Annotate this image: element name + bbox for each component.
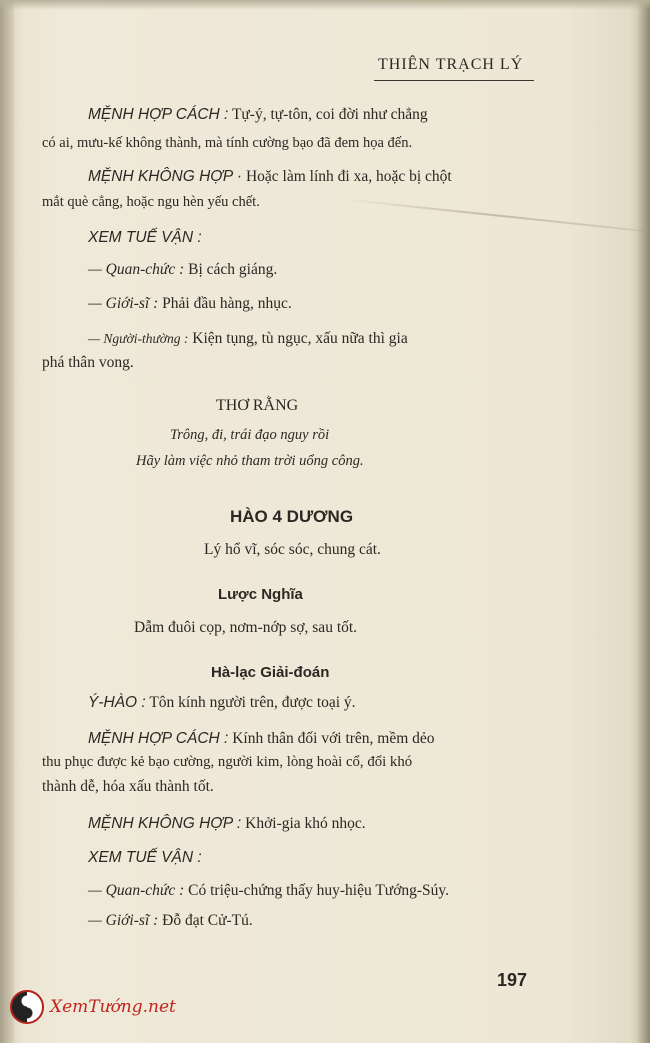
y-hao-text: Tôn kính người trên, được toại ý. — [149, 694, 356, 711]
y-hao-paragraph — [88, 694, 356, 712]
item-text: Bị cách giáng. — [188, 261, 278, 278]
menh-hop-cach-2-text: Kính thân đối với trên, mềm dẻo — [232, 730, 435, 747]
hao-text: Lý hổ vĩ, sóc sóc, chung cát. — [204, 541, 381, 558]
running-header: THIÊN TRẠCH LÝ — [378, 56, 524, 73]
xem-tue-van-item — [88, 330, 408, 348]
book-spine — [0, 0, 14, 1043]
xem-tue-van-heading: XEM TUẾ VẬN : — [88, 229, 202, 246]
item-text: Kiện tụng, tù ngục, xấu nữa thì gia — [192, 330, 408, 347]
menh-hop-cach-2-line3: thành dễ, hóa xấu thành tốt. — [42, 778, 214, 795]
item-label: — Quan-chức : — [88, 261, 185, 278]
menh-khong-hop-label: MỆNH KHÔNG HỢP · — [88, 168, 243, 185]
item-text: Có triệu-chứng thấy huy-hiệu Tướng-Súy. — [188, 882, 450, 899]
header-rule — [374, 80, 534, 81]
paper-crease — [340, 198, 649, 232]
menh-khong-hop-2-text: Khởi-gia khó nhọc. — [245, 815, 366, 832]
menh-hop-cach-label: MỆNH HỢP CÁCH : — [88, 106, 229, 123]
item-text: Đỗ đạt Cử-Tú. — [162, 912, 253, 929]
xem-tue-van-item — [88, 295, 292, 313]
menh-hop-cach-2-paragraph — [88, 730, 435, 748]
xem-tue-van-item — [88, 261, 277, 279]
item-label: — Người-thường : — [88, 331, 189, 346]
watermark-text: XemTướng.net — [50, 997, 176, 1017]
xem-tue-van-2-heading: XEM TUẾ VẬN : — [88, 849, 202, 866]
menh-hop-cach-paragraph — [88, 106, 428, 124]
menh-hop-cach-text: Tự-ý, tự-tôn, coi đời như chẳng — [231, 106, 428, 123]
item-label: — Giới-sĩ : — [88, 912, 159, 929]
xem-tue-van-item-line2: phá thân vong. — [42, 354, 134, 371]
item-label: — Giới-sĩ : — [88, 295, 159, 312]
item-text: Phải đầu hàng, nhục. — [162, 295, 292, 312]
page-number: 197 — [497, 970, 528, 990]
y-hao-label: Ý-HÀO : — [88, 694, 146, 711]
ha-lac-title: Hà-lạc Giải-đoán — [211, 664, 330, 681]
menh-khong-hop-2-label: MỆNH KHÔNG HỢP : — [88, 815, 242, 832]
item-label: — Quan-chức : — [88, 882, 185, 899]
watermark-logo[interactable] — [10, 990, 176, 1024]
menh-khong-hop-2-paragraph — [88, 815, 366, 833]
menh-khong-hop-line2: mắt què cẳng, hoặc ngu hèn yếu chết. — [42, 194, 260, 210]
menh-khong-hop-text: Hoặc làm lính đi xa, hoặc bị chột — [245, 168, 452, 185]
xem-tue-van-2-item — [88, 912, 253, 930]
menh-hop-cach-line2: có ai, mưu-kế không thành, mà tính cường bạo đã đem họa đến. — [42, 135, 413, 151]
menh-hop-cach-2-label: MỆNH HỢP CÁCH : — [88, 730, 229, 747]
xem-tue-van-2-item — [88, 882, 449, 900]
menh-hop-cach-2-line2: thu phục được kẻ bạo cường, người kim, lòng hoài cổ, đổi khó — [42, 754, 413, 770]
poem-line: Trông, đi, trái đạo nguy rồi — [170, 427, 330, 443]
top-edge — [0, 0, 650, 10]
yin-yang-icon — [10, 990, 44, 1024]
page-edge — [636, 0, 650, 1043]
section-title: HÀO 4 DƯƠNG — [230, 507, 354, 526]
poem-line: Hãy làm việc nhỏ tham trời uổng công. — [136, 453, 364, 469]
luoc-nghia-title: Lược Nghĩa — [218, 586, 303, 603]
poem-title: THƠ RẰNG — [216, 397, 299, 414]
menh-khong-hop-paragraph — [88, 168, 452, 186]
luoc-nghia-text: Dẫm đuôi cọp, nơm-nớp sợ, sau tốt. — [134, 619, 358, 636]
